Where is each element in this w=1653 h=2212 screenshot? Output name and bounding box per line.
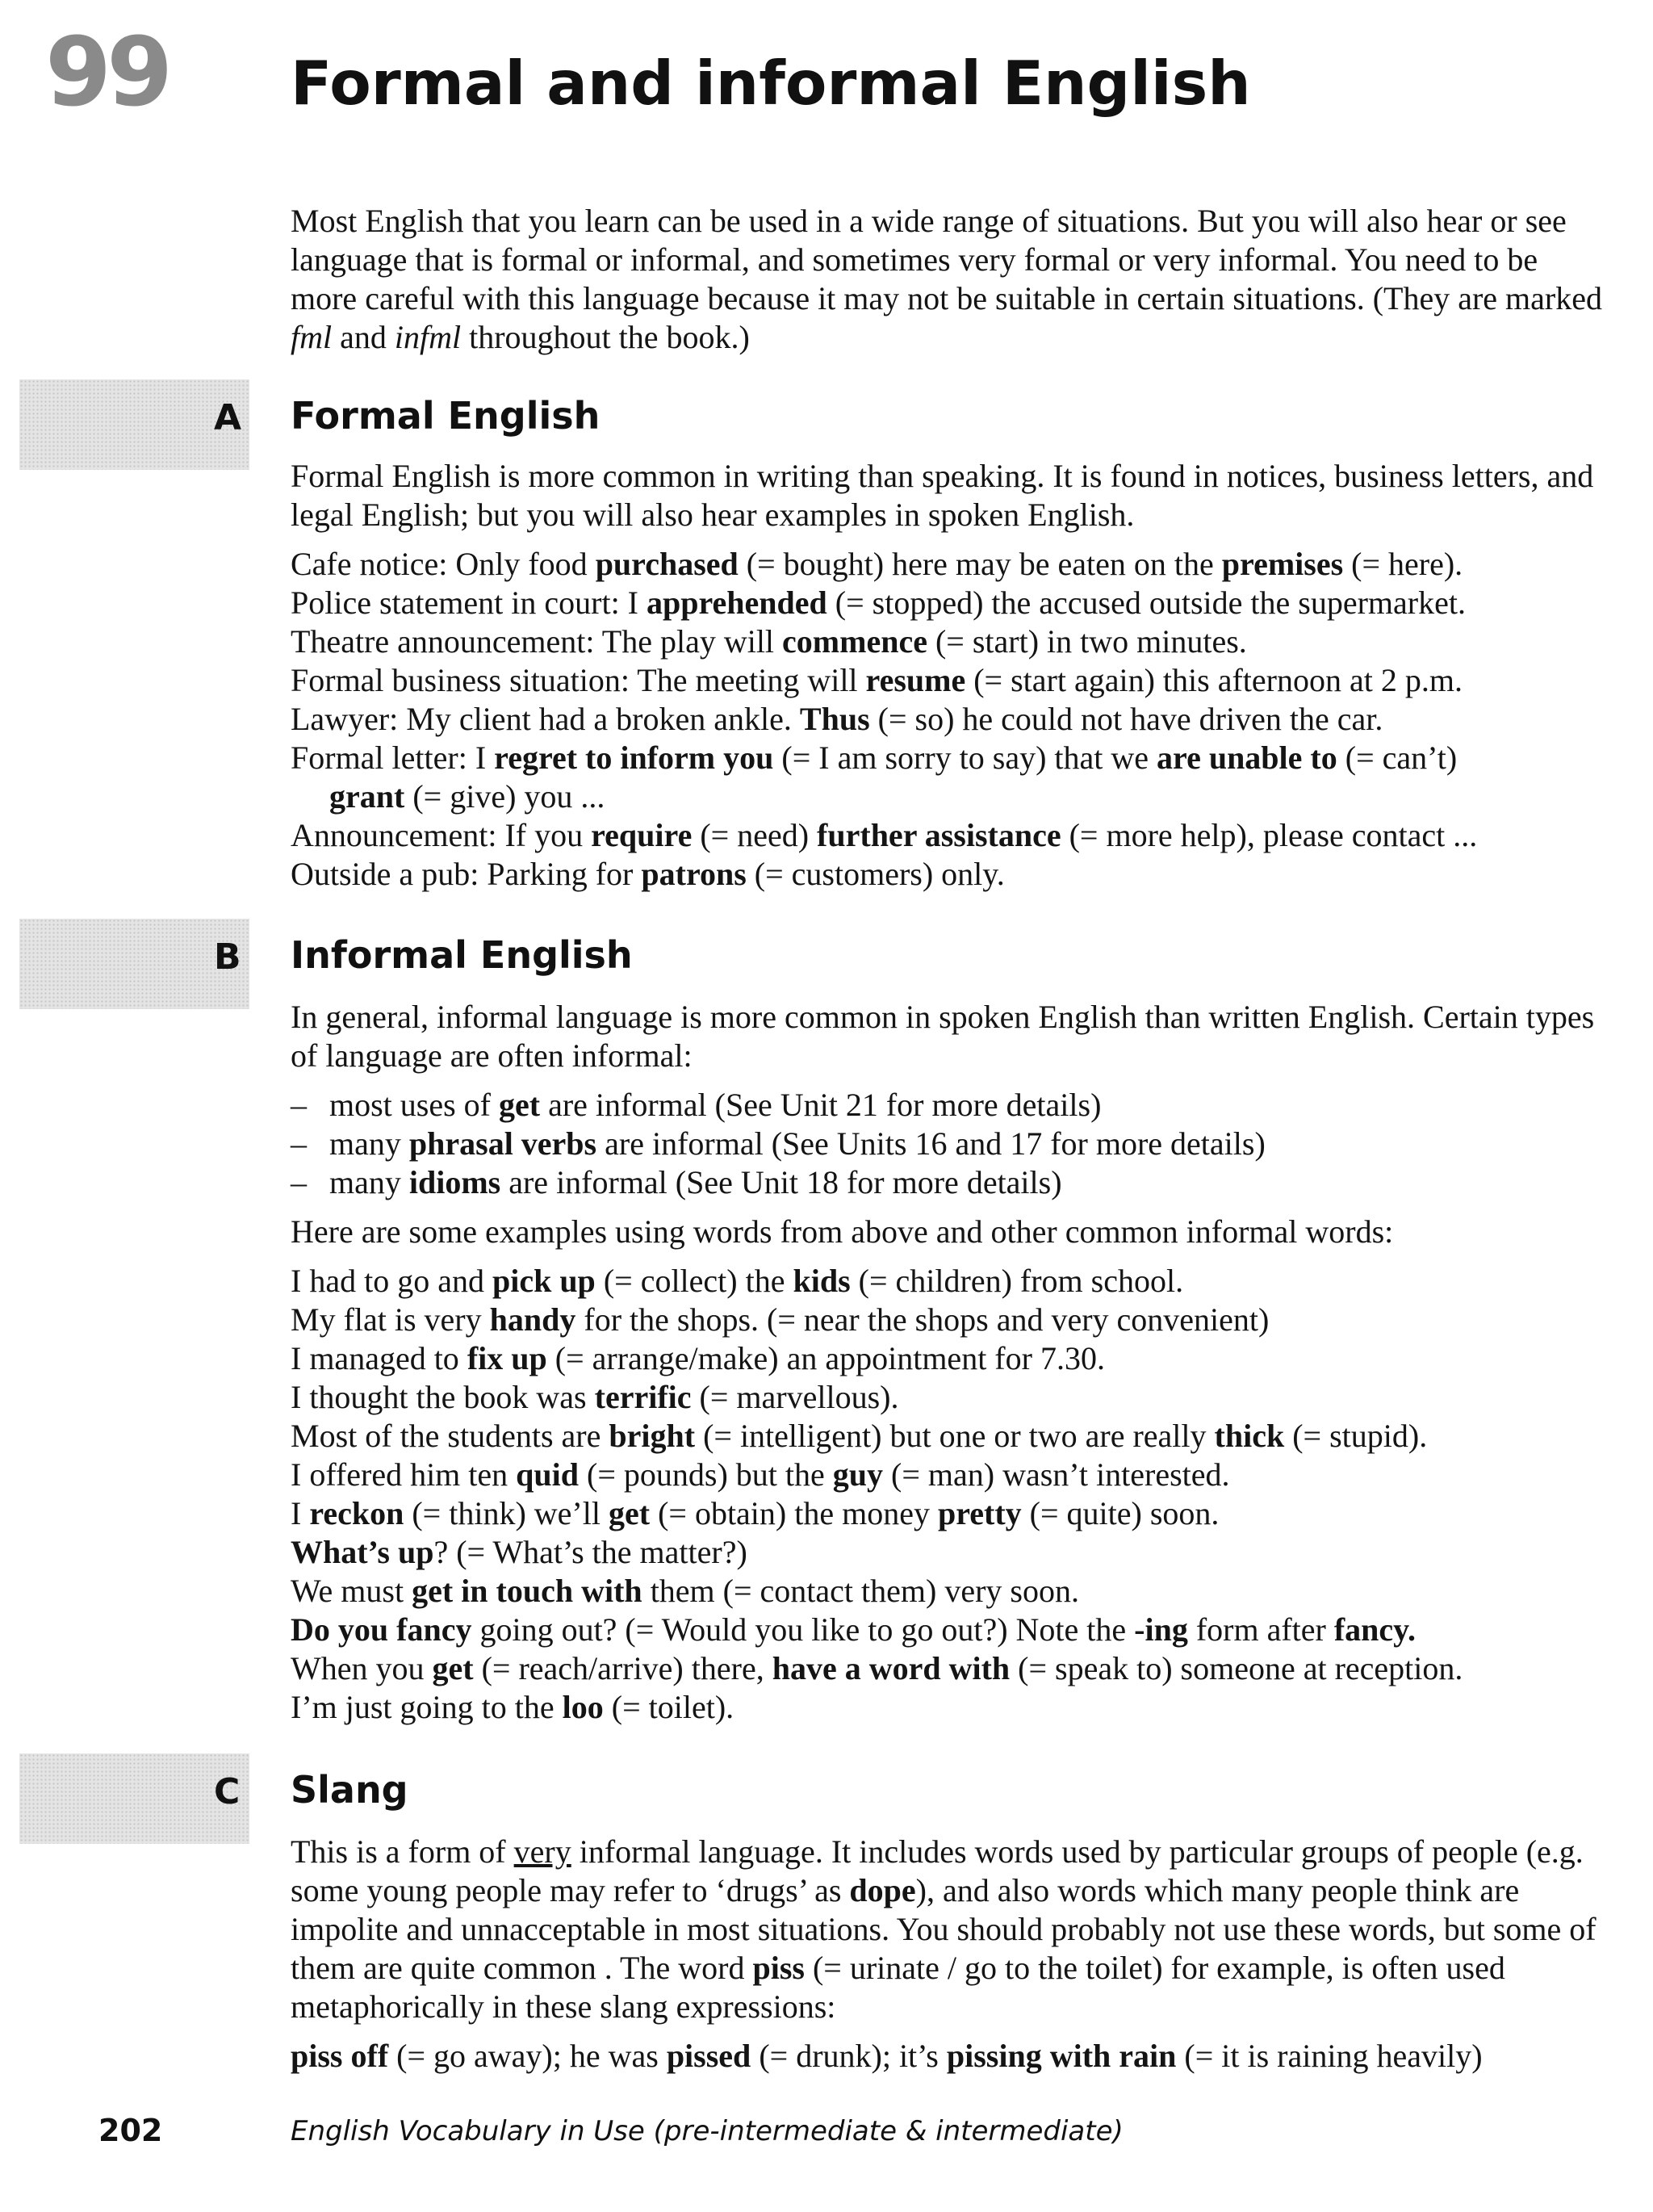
example-line: Most of the students are bright (= intelligent) but one or two are really thick (= stupid). [291, 1418, 1428, 1454]
example-line: Police statement in court: I apprehended (= stopped) the accused outside the supermarket. [291, 584, 1466, 621]
section-b-heading: Informal English [291, 933, 633, 977]
example-line: When you get (= reach/arrive) there, have a word with (= speak to) someone at reception. [291, 1650, 1463, 1686]
section-b-bullets [291, 1086, 1614, 1202]
unit-title: Formal and informal English [291, 48, 1251, 119]
section-c-heading: Slang [291, 1768, 408, 1812]
section-a-body [291, 457, 1614, 894]
unit-number: 99 [45, 16, 169, 128]
example-line: I managed to fix up (= arrange/make) an appointment for 7.30. [291, 1340, 1105, 1376]
example-line: Cafe notice: Only food purchased (= bought) here may be eaten on the premises (= here). [291, 546, 1463, 582]
section-a-letter: A [214, 397, 242, 438]
example-line: grant (= give) you ... [329, 778, 605, 815]
example-line: Theatre announcement: The play will commence (= start) in two minutes. [291, 623, 1247, 660]
example-line: I offered him ten quid (= pounds) but the guy (= man) wasn’t interested. [291, 1456, 1230, 1493]
intro-paragraph: Most English that you learn can be used in a wide range of situations. But you will also hear or see language that is formal or informal, and sometimes very formal or very informal. You need to be more careful with this language because it may not be suitable in certain situations. (They are marked fml and infml throughout the book.) [291, 203, 1602, 355]
section-b-letter: B [214, 936, 241, 978]
bullet-item: – many phrasal verbs are informal (See Units 16 and 17 for more details) [291, 1125, 1266, 1162]
section-a-examples [291, 545, 1614, 894]
example-line: I had to go and pick up (= collect) the kids (= children) from school. [291, 1263, 1184, 1299]
example-line: Do you fancy going out? (= Would you like to go out?) Note the -ing form after fancy. [291, 1611, 1416, 1648]
bullet-item: – many idioms are informal (See Unit 18 for more details) [291, 1164, 1062, 1200]
section-c-letter: C [214, 1771, 241, 1812]
example-line: I reckon (= think) we’ll get (= obtain) the money pretty (= quite) soon. [291, 1495, 1220, 1531]
section-b-body [291, 998, 1614, 1727]
example-line: I thought the book was terrific (= marvellous). [291, 1379, 899, 1415]
section-b-examples [291, 1262, 1614, 1727]
section-b-examples-intro: Here are some examples using words from above and other common informal words: [291, 1213, 1394, 1250]
example-line: Formal business situation: The meeting will resume (= start again) this afternoon at 2 p.m. [291, 662, 1463, 698]
example-line: Lawyer: My client had a broken ankle. Thus (= so) he could not have driven the car. [291, 701, 1383, 737]
section-a-intro: Formal English is more common in writing than speaking. It is found in notices, business letters, and legal English; but you will also hear examples in spoken English. [291, 458, 1594, 533]
example-line: Announcement: If you require (= need) further assistance (= more help), please contact ... [291, 817, 1478, 853]
example-line: What’s up? (= What’s the matter?) [291, 1534, 747, 1570]
book-title: English Vocabulary in Use (pre-intermediate & intermediate) [291, 2115, 1124, 2147]
section-c-intro: This is a form of very informal language. It includes words used by particular groups of people (e.g. some young people may refer to ‘drugs’ as dope), and also words which many people think are impolite and unnacceptable in most situations. You should probably not use these words, but some of them are quite common . The word piss (= urinate / go to the toilet) for example, is often used metaphorically in these slang expressions: [291, 1833, 1597, 2025]
bullet-item: – most uses of get are informal (See Unit 21 for more details) [291, 1087, 1102, 1123]
example-line: Formal letter: I regret to inform you (= I am sorry to say) that we are unable to (= can’t) [291, 739, 1458, 776]
section-b-intro: In general, informal language is more common in spoken English than written English. Certain types of language are often informal: [291, 999, 1595, 1074]
section-c-body [291, 1833, 1614, 2076]
section-c-examples: piss off (= go away); he was pissed (= drunk); it’s pissing with rain (= it is raining heavily) [291, 2038, 1483, 2074]
example-line: My flat is very handy for the shops. (= near the shops and very convenient) [291, 1301, 1270, 1338]
example-line: We must get in touch with them (= contact them) very soon. [291, 1573, 1079, 1609]
example-line: I’m just going to the loo (= toilet). [291, 1689, 734, 1725]
example-line: Outside a pub: Parking for patrons (= customers) only. [291, 856, 1005, 892]
page-number: 202 [98, 2113, 163, 2148]
section-a-heading: Formal English [291, 394, 601, 438]
